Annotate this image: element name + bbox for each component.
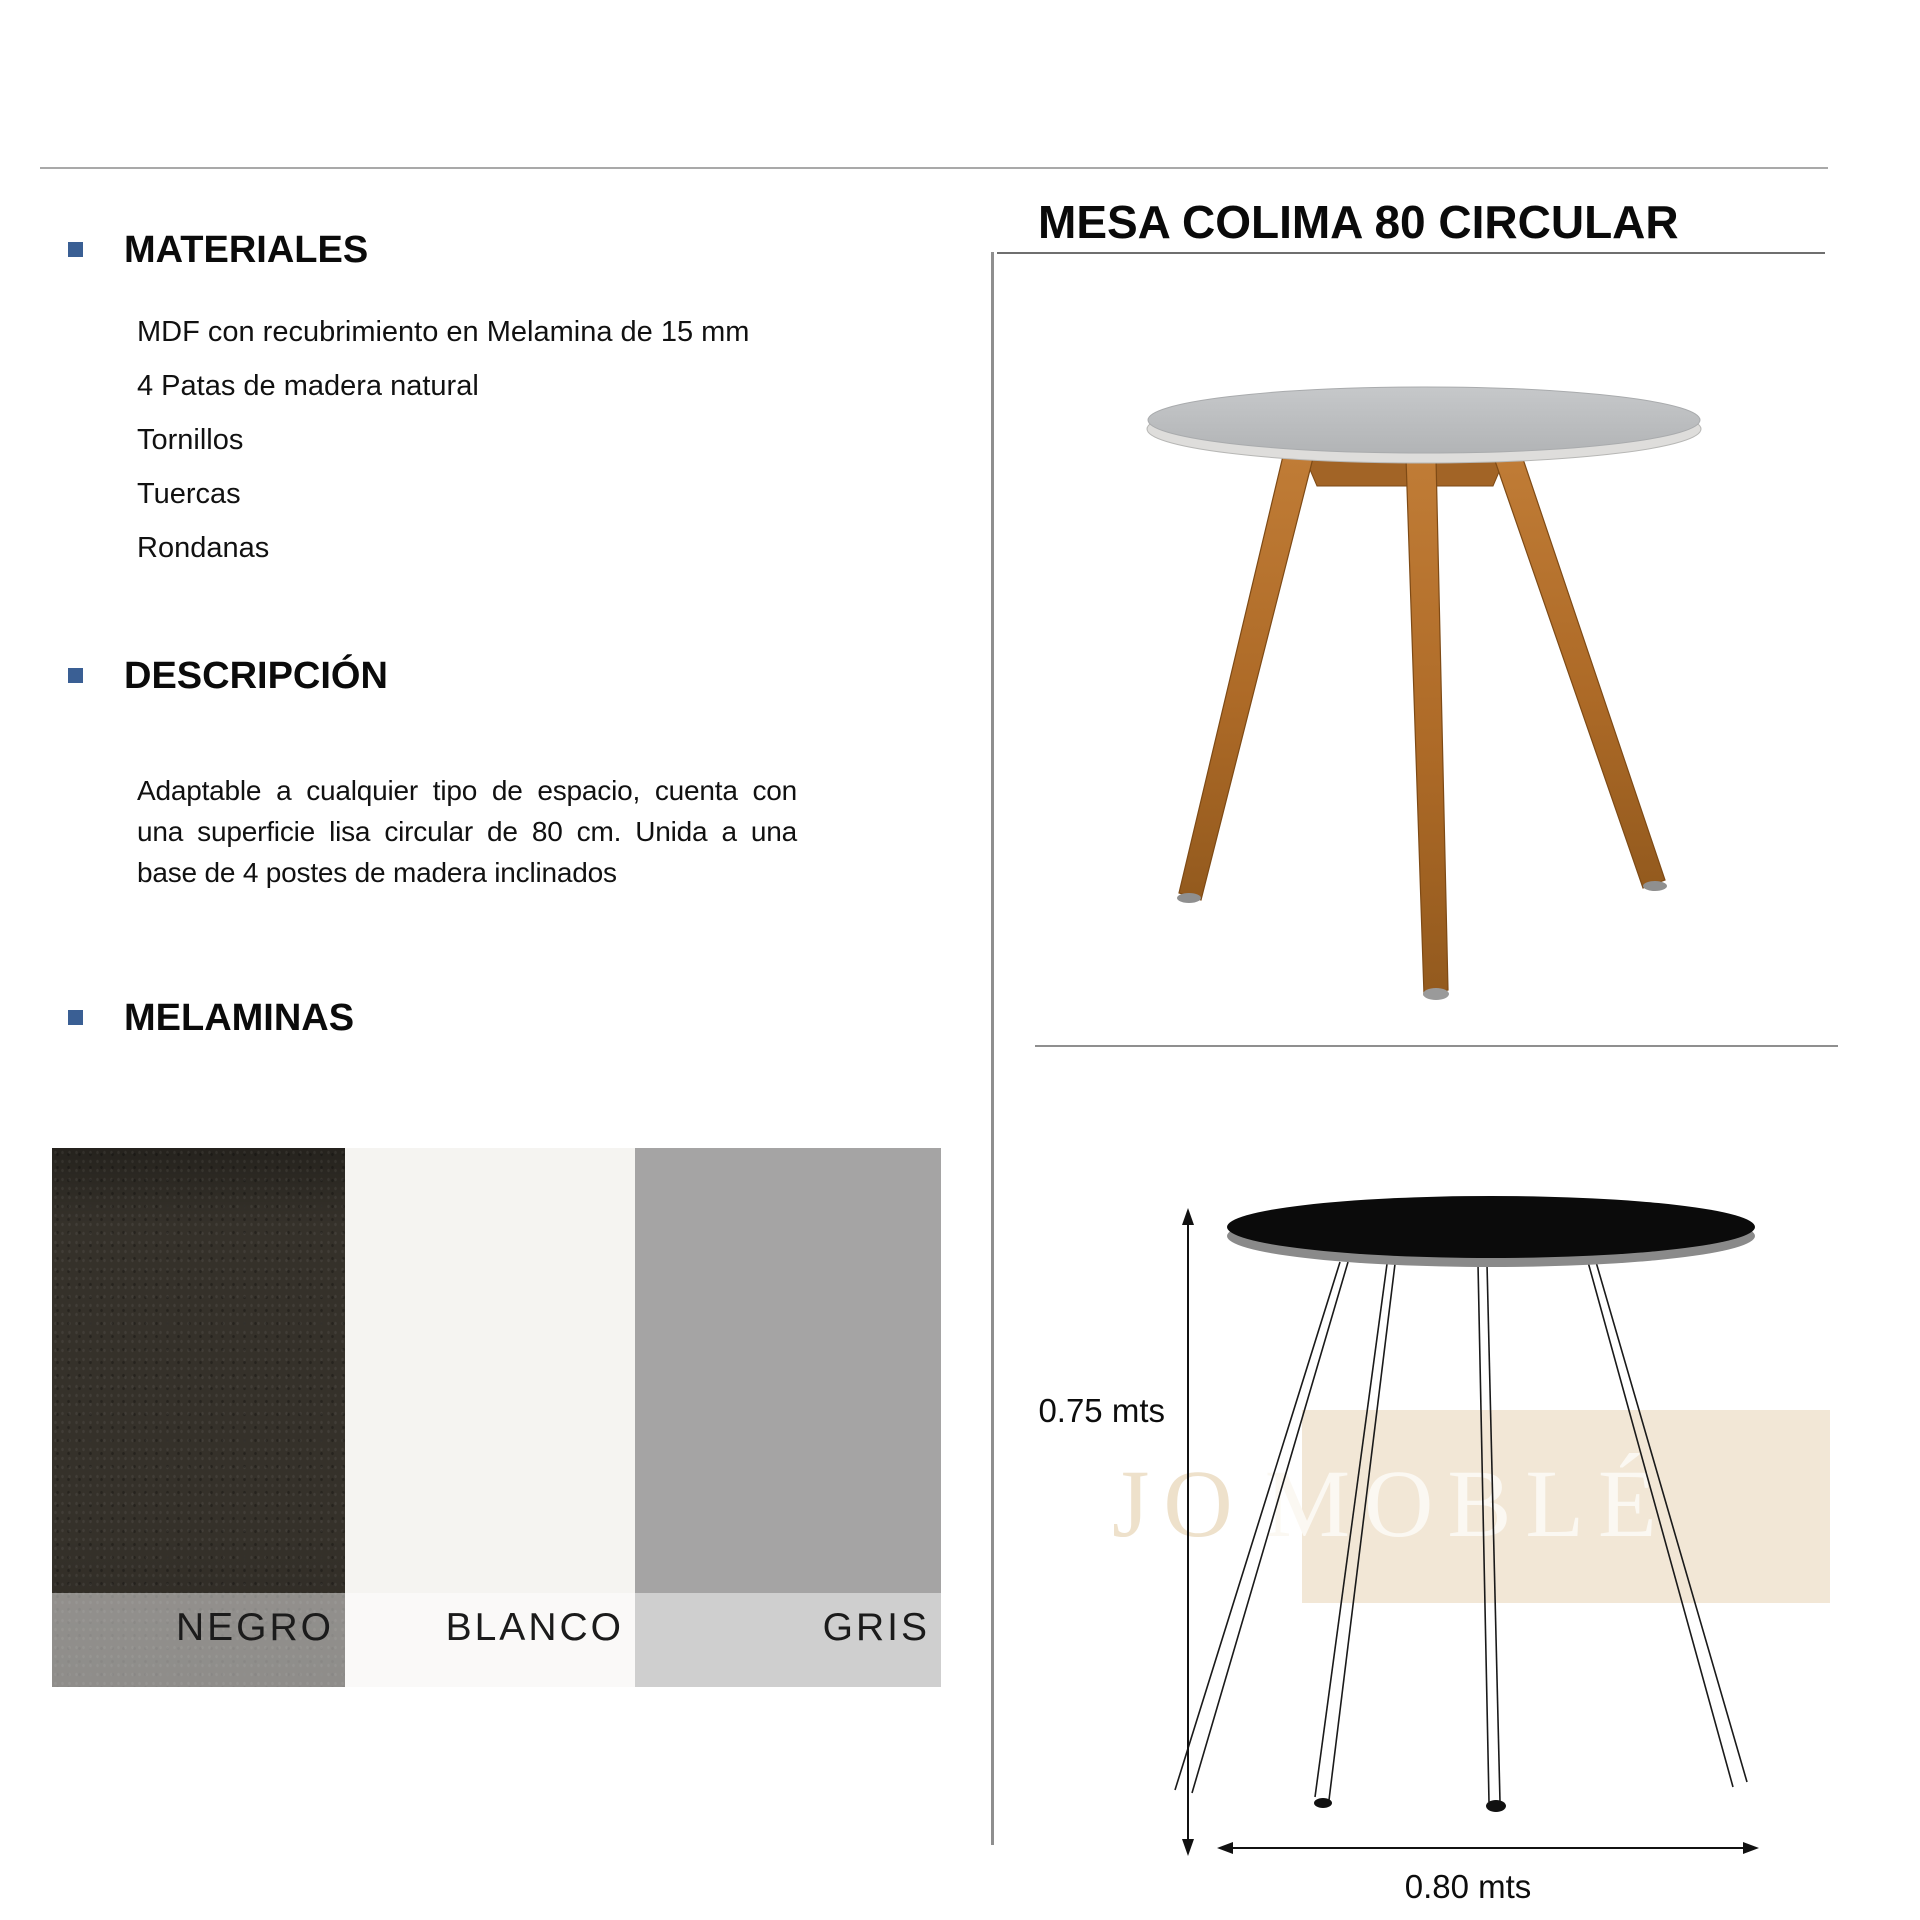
product-title: MESA COLIMA 80 CIRCULAR [1038,196,1679,248]
width-dimension-label: 0.80 mts [1404,1868,1532,1905]
section-divider [1035,1045,1838,1047]
watermark-moble: MOBLÉ [1264,1450,1671,1557]
swatch-negro [52,1148,345,1687]
material-item: MDF con recubrimiento en Melamina de 15 mm [137,316,750,348]
table-leg [1179,456,1313,900]
title-underline [997,252,1825,254]
descripcion-heading: DESCRIPCIÓN [124,655,388,697]
description-line: base de 4 postes de madera inclinados [137,857,617,888]
swatch-label-band [52,1593,345,1687]
dimension-drawing [995,1180,1840,1920]
width-dimension-arrow [1217,1842,1759,1854]
swatch-label-gris: GRIS [822,1606,930,1649]
bullet-square-icon [68,668,83,683]
material-item: Tuercas [137,478,241,510]
bullet-square-icon [68,242,83,257]
swatch-label-band [345,1593,635,1687]
material-item: 4 Patas de madera natural [137,370,479,402]
swatch-blanco [345,1148,635,1687]
bullet-square-icon [68,1010,83,1025]
swatch-label-band [635,1593,941,1687]
top-rule [40,167,1828,169]
product-photo [995,260,1840,1005]
table-leg [1406,458,1448,995]
swatch-gris [635,1148,941,1687]
material-item: Tornillos [137,424,244,456]
description-paragraph [137,770,797,893]
description-line: Adaptable a cualquier tipo de espacio, cuenta con [137,775,797,806]
swatch-label-negro: NEGRO [175,1606,334,1649]
column-divider [991,252,994,1845]
material-item: Rondanas [137,532,270,564]
height-dimension-arrow [1182,1208,1194,1856]
watermark-jo: JO [1112,1450,1247,1557]
table-leg [1494,456,1665,888]
materiales-heading: MATERIALES [124,229,369,271]
melamina-swatches [52,1148,941,1687]
height-dimension-label: 0.75 mts [1038,1392,1165,1429]
melaminas-heading: MELAMINAS [124,997,355,1039]
swatch-label-blanco: BLANCO [445,1606,624,1649]
description-line: una superficie lisa circular de 80 cm. Unida a una [137,816,797,847]
